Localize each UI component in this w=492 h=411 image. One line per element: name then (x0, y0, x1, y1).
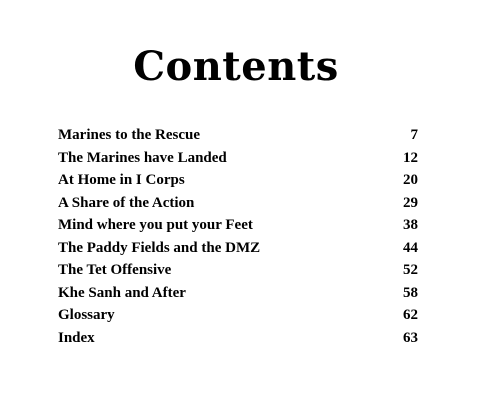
toc-entry (58, 304, 418, 327)
toc-entry (58, 147, 418, 170)
toc-entry-title: Index (58, 329, 95, 346)
toc-entry (58, 282, 418, 305)
toc-entry-title: Marines to the Rescue (58, 127, 201, 143)
toc-entry-title: The Paddy Fields and the DMZ (58, 239, 261, 256)
toc-entry (58, 214, 418, 237)
toc-entry-title: The Marines have Landed (58, 149, 227, 166)
toc-entry-title: Khe Sanh and After (58, 284, 186, 301)
toc-entry-title: At Home in I Corps (58, 172, 185, 188)
toc-entry (58, 124, 418, 147)
toc-entry (58, 169, 418, 192)
table-of-contents (58, 124, 418, 349)
toc-entry (58, 192, 418, 215)
toc-entry-page: 58 (403, 284, 418, 301)
toc-entry-title: A Share of the Action (58, 194, 195, 211)
page-title: Contents (133, 42, 339, 90)
toc-entry (58, 237, 418, 260)
toc-entry-page: 20 (403, 172, 418, 188)
toc-entry-page: 38 (403, 217, 418, 233)
toc-entry-title: Glossary (58, 307, 115, 323)
toc-entry (58, 327, 418, 350)
toc-entry (58, 259, 418, 282)
toc-entry-title: Mind where you put your Feet (58, 217, 253, 233)
toc-entry-title: The Tet Offensive (58, 262, 172, 278)
toc-entry-page: 44 (403, 239, 418, 256)
toc-entry-page: 29 (403, 194, 418, 211)
toc-entry-page: 7 (410, 127, 418, 143)
toc-entry-page: 12 (403, 149, 418, 166)
toc-entry-page: 62 (403, 307, 418, 323)
toc-entry-page: 63 (403, 329, 418, 346)
toc-entry-page: 52 (403, 262, 418, 278)
